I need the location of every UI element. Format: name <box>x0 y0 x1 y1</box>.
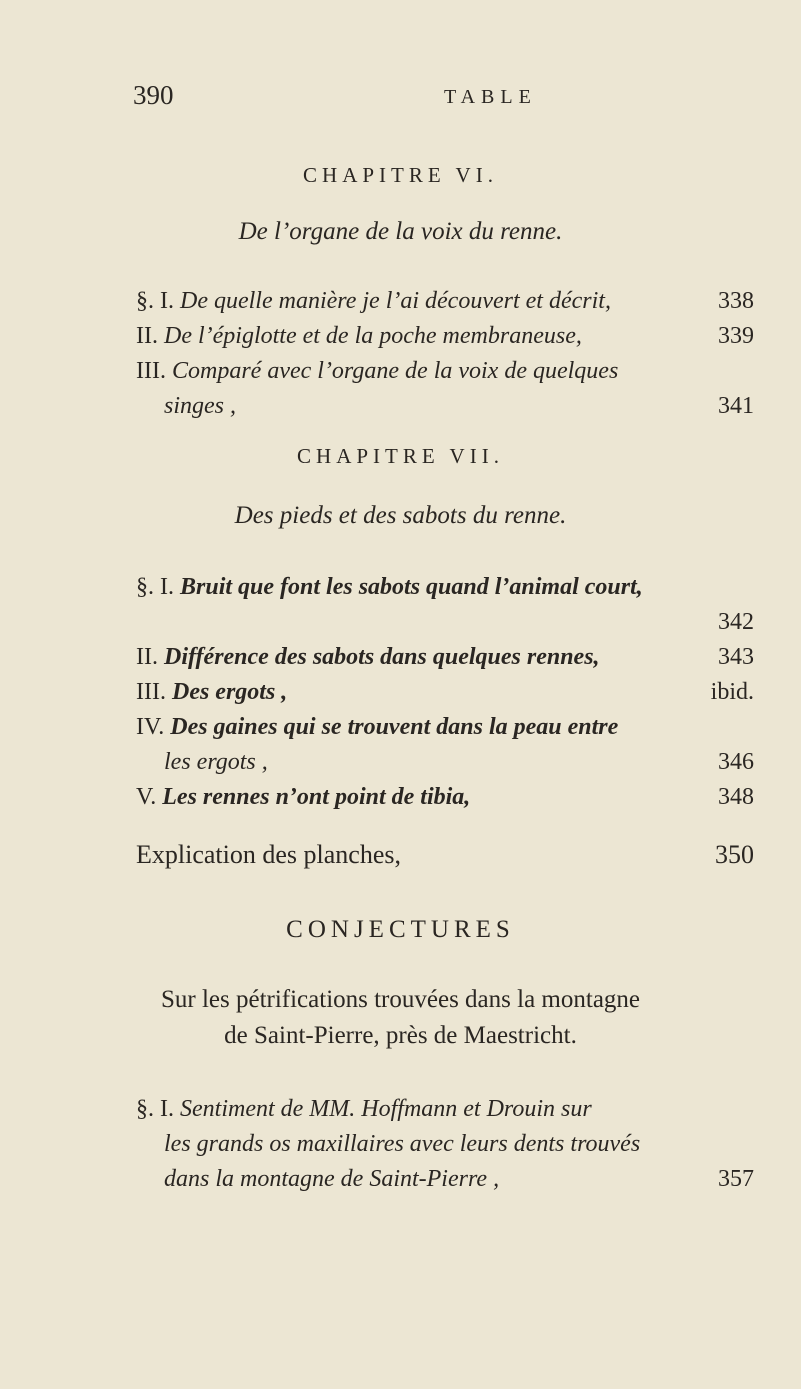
toc-entry <box>136 320 754 353</box>
entry-text: De l’épiglotte et de la poche membraneuse, <box>163 323 582 349</box>
running-title: TABLE <box>444 86 537 108</box>
toc-entry <box>136 711 754 744</box>
entry-number: III. <box>136 358 166 384</box>
conjectures-subtitle-line2: de Saint-Pierre, près de Maestricht. <box>224 1022 577 1049</box>
toc-entry-continuation <box>136 746 754 779</box>
entry-page: 342 <box>718 609 754 635</box>
page-number: 390 <box>133 80 174 110</box>
chapter-6-title: De l’organe de la voix du renne. <box>238 218 563 245</box>
conjectures-heading: CONJECTURES <box>286 916 515 943</box>
entry-number: §. I. <box>136 288 174 314</box>
entry-text: les grands os maxillaires avec leurs dents trouvés <box>164 1131 641 1157</box>
entry-text: Sentiment de MM. Hoffmann et Drouin sur <box>180 1096 592 1122</box>
entry-text: Différence des sabots dans quelques rennes, <box>163 644 600 670</box>
entry-text: dans la montagne de Saint-Pierre , <box>164 1166 500 1192</box>
entry-number: IV. <box>136 714 165 740</box>
entry-text: singes , <box>164 393 236 419</box>
entry-page: 341 <box>718 393 754 419</box>
toc-entry-continuation <box>136 390 754 423</box>
entry-number: §. I. <box>136 1096 174 1122</box>
toc-entry-explication <box>136 838 754 871</box>
entry-number: II. <box>136 644 158 670</box>
entry-number: §. I. <box>136 574 174 600</box>
entry-text: Les rennes n’ont point de tibia, <box>162 784 471 810</box>
toc-entry <box>136 355 754 388</box>
entry-number: II. <box>136 323 158 349</box>
toc-entry <box>136 781 754 814</box>
entry-page: 339 <box>718 323 754 349</box>
entry-text: Bruit que font les sabots quand l’animal court, <box>180 574 643 600</box>
entry-page: 357 <box>718 1166 754 1192</box>
toc-entry <box>136 676 754 709</box>
entry-text: Des gaines qui se trouvent dans la peau entre <box>170 714 619 740</box>
entry-number: V. <box>136 784 157 810</box>
toc-entry-continuation <box>136 1128 754 1161</box>
chapter-7-title: Des pieds et des sabots du renne. <box>234 502 567 529</box>
entry-text: Comparé avec l’organe de la voix de quelques <box>171 358 619 384</box>
toc-entry <box>136 1093 754 1126</box>
entry-text: De quelle manière je l’ai découvert et décrit, <box>180 288 611 314</box>
chapter-6-heading: CHAPITRE VI. <box>303 163 498 187</box>
conjectures-subtitle-line1: Sur les pétrifications trouvées dans la montagne <box>160 986 641 1013</box>
entry-page: 338 <box>718 288 754 314</box>
entry-page: 346 <box>718 749 754 775</box>
toc-entry <box>136 285 754 318</box>
entry-text: Des ergots , <box>171 679 288 705</box>
chapter-7-heading: CHAPITRE VII. <box>297 444 504 468</box>
toc-entry <box>136 571 754 604</box>
entry-page: 350 <box>715 840 754 869</box>
toc-entry-continuation <box>136 1163 754 1196</box>
entry-page: 348 <box>718 784 754 810</box>
page-header <box>133 80 733 120</box>
entry-text: Explication des planches, <box>136 840 401 869</box>
entry-page: ibid. <box>710 679 754 705</box>
toc-entry <box>136 641 754 674</box>
entry-number: III. <box>136 679 166 705</box>
entry-page: 343 <box>718 644 754 670</box>
entry-text: les ergots , <box>164 749 268 775</box>
